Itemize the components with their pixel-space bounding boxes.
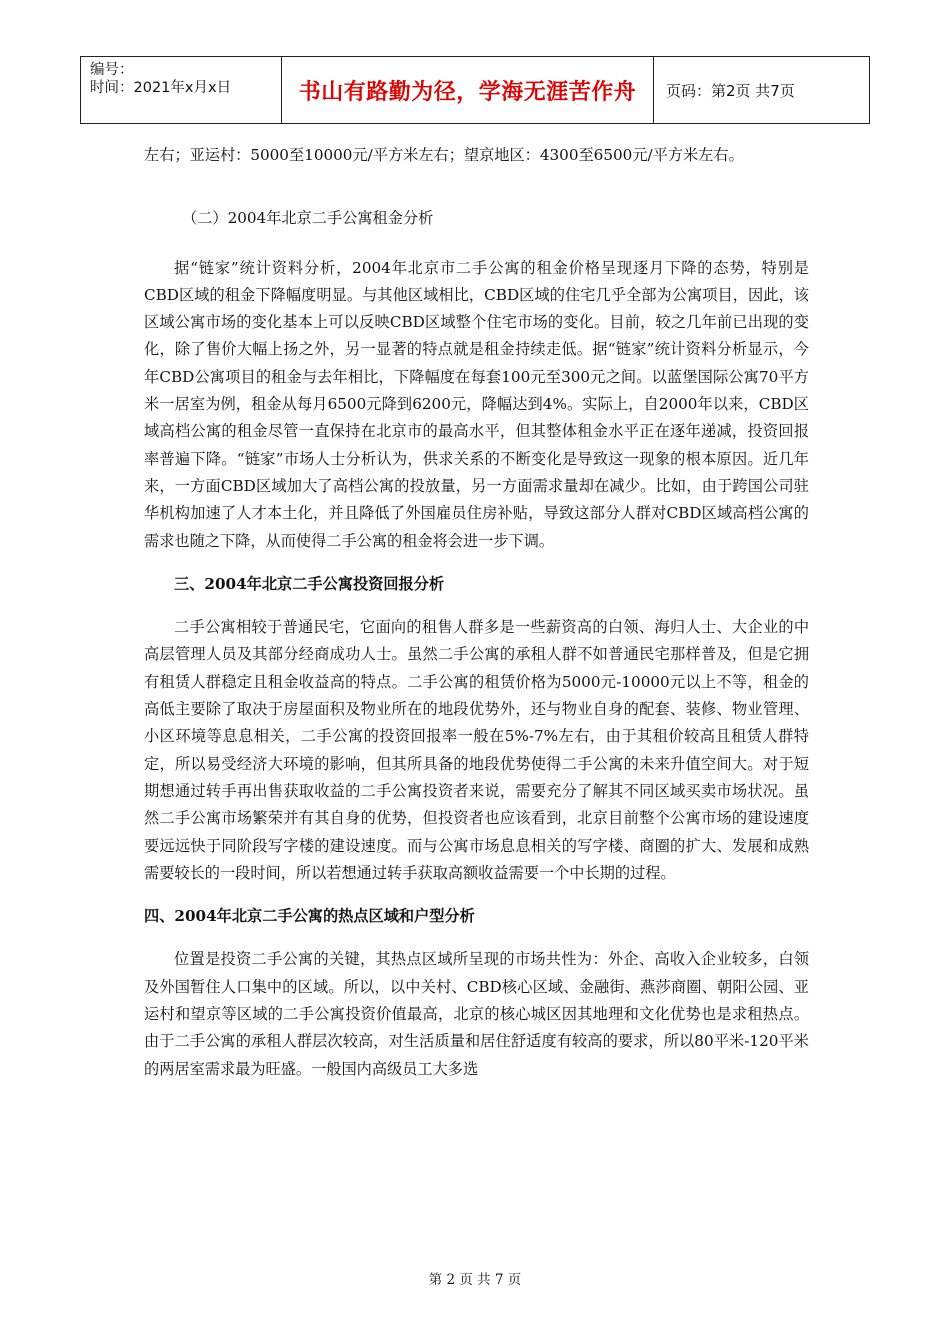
section-heading-hot-areas: 四、2004年北京二手公寓的热点区域和户型分析 xyxy=(144,907,475,926)
document-time-label: 时间：2021年x月x日 xyxy=(90,80,232,96)
paragraph-hot-areas: 位置是投资二手公寓的关键，其热点区域所呈现的市场共性为：外企、高收入企业较多，白领及外国暂住人口集中的区域。所以，以中关村、CBD核心区域、金融街、燕莎商圈、朝阳公园、亚运村和望京等区域的二手公寓投资价值最高，北京的核心城区因其地理和文化优势也是求租热点。由于二手公寓的承租人群层次较高，对生活质量和居住舒适度有较高的要求，所以80平米-120平米的两居室需求最为旺盛。一般国内高级员工大多选 xyxy=(144,950,809,1078)
page-footer: 第 2 页 共 7 页 xyxy=(428,1272,522,1288)
paragraph-investment: 二手公寓相较于普通民宅，它面向的租售人群多是一些薪资高的白领、海归人士、大企业的中高层管理人员及其部分经商成功人士。虽然二手公寓的承租人群不如普通民宅那样普及，但是它拥有租赁人群稳定且租金收益高的特点。二手公寓的租赁价格为5000元-10000元以上不等，租金的高低主要除了取决于房屋面积及物业所在的地段优势外，还与物业自身的配套、装修、物业管理、小区环境等息息相关，二手公寓的投资回报率一般在5%-7%左右，由于其租价较高且租赁人群特定，所以易受经济大环境的影响，但其所具备的地段优势使得二手公寓的未来升值空间大。对于短期想通过转手再出售获取收益的二手公寓投资者来说，需要充分了解其不同区域买卖市场状况。虽然二手公寓市场繁荣并有其自身的优势，但投资者也应该看到，北京目前整个公寓市场的建设速度要远远快于同阶段写字楼的建设速度。而与公寓市场息息相关的写字楼、商圈的扩大、发展和成熟需要较长的一段时间，所以若想通过转手获取高额收益需要一个中长期的过程。 xyxy=(144,618,809,882)
header-motto: 书山有路勤为径，学海无涯苦作舟 xyxy=(282,57,654,123)
document-body xyxy=(144,142,809,1083)
header-page-info: 页码：第2页 共7页 xyxy=(666,81,795,100)
document-number-label: 编号： xyxy=(90,62,134,78)
header-meta-cell xyxy=(81,57,282,123)
section-heading-investment-return: 三、2004年北京二手公寓投资回报分析 xyxy=(174,574,445,593)
paragraph-rent: 据“链家”统计资料分析，2004年北京市二手公寓的租金价格呈现逐月下降的态势，特别是CBD区域的租金下降幅度明显。与其他区域相比，CBD区域的住宅几乎全部为公寓项目，因此，该区域公寓市场的变化基本上可以反映CBD区域整个住宅市场的变化。目前，较之几年前已出现的变化，除了售价大幅上扬之外，另一显著的特点就是租金持续走低。据“链家”统计资料分析显示，今年CBD公寓项目的租金与去年相比，下降幅度在每套100元至300元之间。以蓝堡国际公寓70平方米一居室为例，租金从每月6500元降到6200元，降幅达到4%。实际上，自2000年以来，CBD区域高档公寓的租金尽管一直保持在北京市的最高水平，但其整体租金水平正在逐年递减，投资回报率普遍下降。“链家”市场人士分析认为，供求关系的不断变化是导致这一现象的根本原因。近几年来，一方面CBD区域加大了高档公寓的投放量，另一方面需求量却在减少。比如，由于跨国公司驻华机构加速了人才本土化，并且降低了外国雇员住房补贴，导致这部分人群对CBD区域高档公寓的需求也随之下降，从而使得二手公寓的租金将会进一步下调。 xyxy=(144,258,809,550)
intro-line: 左右；亚运村：5000至10000元/平方米左右；望京地区：4300至6500元/平方米左右。 xyxy=(144,146,744,164)
header-table xyxy=(80,56,870,124)
sub-heading-rent-analysis: （二）2004年北京二手公寓租金分析 xyxy=(182,209,434,228)
